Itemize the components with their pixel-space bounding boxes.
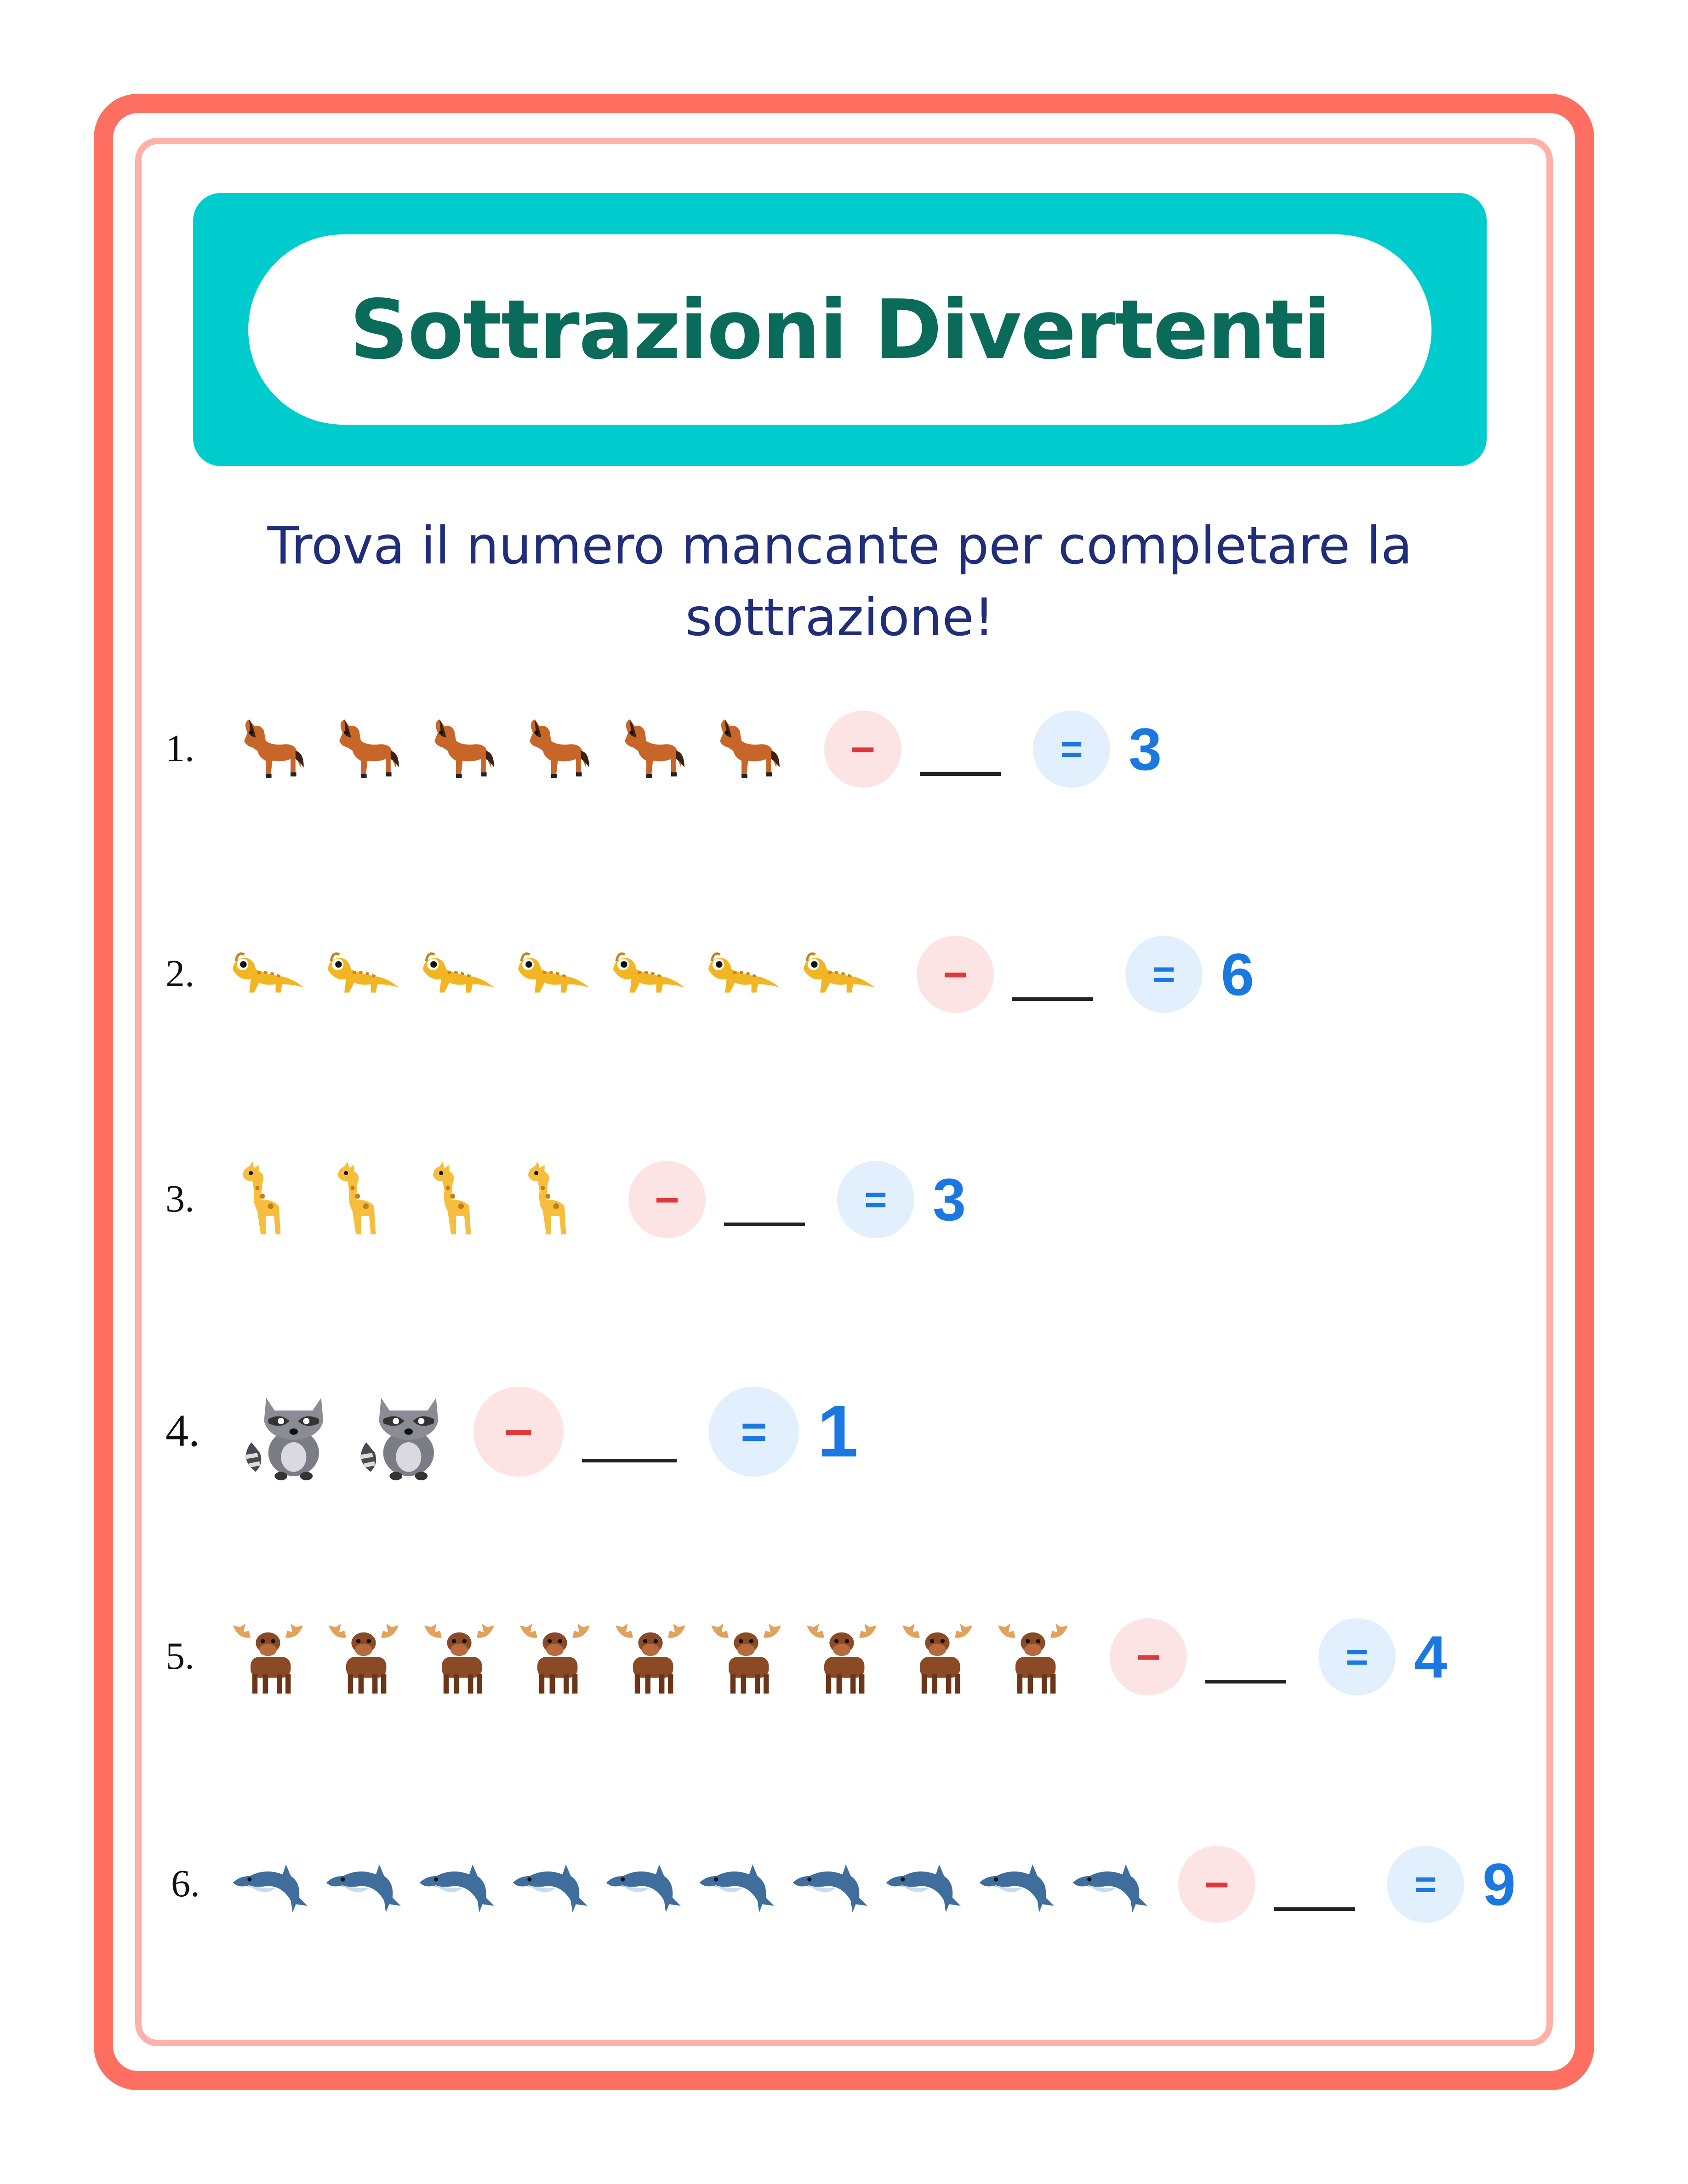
title-pill — [248, 234, 1431, 425]
answer-blank[interactable] — [582, 1459, 677, 1462]
equals-sign: = — [1387, 1846, 1464, 1923]
minus-sign: − — [628, 1161, 706, 1238]
giraffe-icon — [319, 1158, 402, 1241]
horse-icon — [700, 708, 783, 791]
minus-sign: − — [1178, 1846, 1255, 1923]
raccoon-icon — [234, 1379, 340, 1484]
lizard-icon — [415, 933, 497, 1016]
answer-blank[interactable] — [724, 1223, 805, 1226]
answer-blank[interactable] — [1012, 997, 1093, 1001]
horse-icon — [319, 708, 402, 791]
dolphin-icon — [695, 1843, 777, 1926]
moose-icon — [702, 1613, 790, 1701]
raccoon-icon — [349, 1379, 455, 1484]
answer-blank[interactable] — [1274, 1907, 1355, 1911]
moose-icon — [607, 1613, 694, 1701]
minus-sign: − — [1110, 1618, 1187, 1695]
giraffe-icon — [224, 1158, 307, 1241]
dolphin-icon — [788, 1843, 871, 1926]
minus-sign: − — [824, 711, 901, 788]
answer-blank[interactable] — [920, 772, 1001, 776]
dolphin-icon — [881, 1843, 964, 1926]
problem-number: 6. — [171, 1862, 200, 1905]
dolphin-icon — [975, 1843, 1057, 1926]
lizard-icon — [795, 933, 878, 1016]
lizard-icon — [224, 933, 307, 1016]
answer-blank[interactable] — [1205, 1680, 1286, 1684]
moose-icon — [320, 1613, 407, 1701]
horse-icon — [415, 708, 497, 791]
lizard-icon — [605, 933, 688, 1016]
result-value: 9 — [1483, 1850, 1516, 1918]
equals-sign: = — [1033, 711, 1110, 788]
lizard-icon — [700, 933, 783, 1016]
lizard-icon — [510, 933, 593, 1016]
problem-number: 2. — [165, 952, 194, 995]
moose-icon — [894, 1613, 981, 1701]
horse-icon — [224, 708, 307, 791]
equals-sign: = — [1125, 936, 1203, 1013]
moose-icon — [416, 1613, 503, 1701]
problem-number: 3. — [165, 1177, 194, 1220]
result-value: 6 — [1221, 940, 1255, 1008]
page-title: Sottrazioni Divertenti — [349, 282, 1330, 377]
horse-icon — [510, 708, 593, 791]
equals-sign: = — [837, 1161, 914, 1238]
instructions-text: Trova il numero mancante per completare la sottrazione! — [267, 516, 1413, 648]
result-value: 4 — [1414, 1623, 1448, 1690]
dolphin-icon — [508, 1843, 591, 1926]
giraffe-icon — [415, 1158, 497, 1241]
dolphin-icon — [228, 1843, 311, 1926]
problem-number: 4. — [165, 1405, 200, 1456]
moose-icon — [989, 1613, 1077, 1701]
problem-number: 5. — [165, 1634, 194, 1678]
equals-sign: = — [709, 1387, 799, 1477]
moose-icon — [511, 1613, 599, 1701]
dolphin-icon — [415, 1843, 497, 1926]
giraffe-icon — [510, 1158, 593, 1241]
problem-number: 1. — [165, 727, 194, 770]
result-value: 1 — [817, 1390, 858, 1473]
equals-sign: = — [1318, 1618, 1396, 1695]
dolphin-icon — [601, 1843, 684, 1926]
horse-icon — [605, 708, 688, 791]
dolphin-icon — [1068, 1843, 1151, 1926]
minus-sign: − — [473, 1387, 564, 1477]
lizard-icon — [319, 933, 402, 1016]
dolphin-icon — [321, 1843, 404, 1926]
result-value: 3 — [1129, 715, 1162, 783]
moose-icon — [798, 1613, 885, 1701]
minus-sign: − — [917, 936, 994, 1013]
result-value: 3 — [933, 1166, 966, 1233]
moose-icon — [224, 1613, 312, 1701]
